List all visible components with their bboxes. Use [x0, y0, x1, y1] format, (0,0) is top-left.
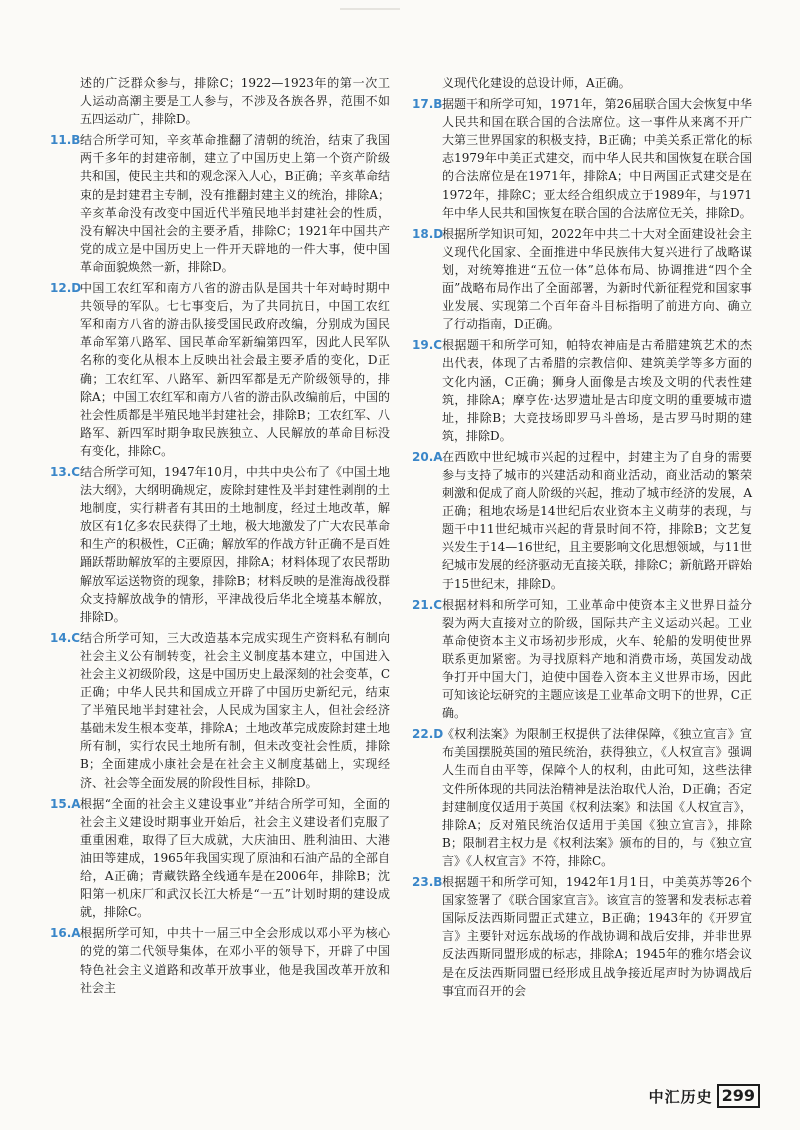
answer-number: 16.A: [50, 926, 81, 941]
answer-explanation: 《权利法案》为限制王权提供了法律保障，《独立宣言》宣布美国摆脱英国的殖民统治，获得独立，《人权宣言》强调人生而自由平等，保障个人的权利，由此可知，这些法律文件所体现的共同法治精神是法治取代人治，D正确；否定封建制度仅适用于英国《权利法案》和法国《人权宣言》，排除A；反对殖民统治仅适用于美国《独立宣言》，排除B；限制君主权力是《权利法案》颁布的目的，与《独立宣言》《人权宣言》不符，排除C。: [442, 727, 752, 868]
answer-explanation: 根据题干和所学可知，帕特农神庙是古希腊建筑艺术的杰出代表，体现了古希腊的宗教信仰、建筑美学等多方面的文化内涵，C正确；狮身人面像是古埃及文明的代表性建筑，排除A；摩亨佐·达罗遗址是古印度文明的重要城市遗址，排除B；大竞技场即罗马斗兽场，是古罗马时期的建筑，排除D。: [442, 338, 752, 443]
answer-entry: [412, 225, 752, 334]
scan-mark: [340, 8, 400, 10]
answer-entry: [412, 448, 752, 593]
footer-label: 中汇历史: [648, 1087, 713, 1106]
answer-explanation: 述的广泛群众参与，排除C；1922—1923年的第一次工人运动高潮主要是工人参与，不涉及各族各界，范围不如五四运动广，排除D。: [80, 76, 390, 127]
answer-entry: [50, 924, 390, 996]
answer-explanation: 根据“全面的社会主义建设事业”并结合所学可知，全面的社会主义建设时期事业开始后，社会主义建设者们克服了重重困难，取得了巨大成就，大庆油田、胜利油田、大港油田等建成，1965年我国实现了原油和石油产品的全部自给，A正确；青藏铁路全线通车是在2006年，排除B；沈阳第一机床厂和武汉长江大桥是“一五”计划时期的建设成就，排除C。: [80, 796, 390, 920]
answer-explanation: 根据题干和所学可知，1942年1月1日，中美英苏等26个国家签署了《联合国家宣言》。该宣言的签署和发表标志着国际反法西斯同盟正式建立，B正确；1943年的《开罗宣言》主要针对远东战场的作战协调和战后安排，并非世界反法西斯同盟形成的标志，排除A；1945年的雅尔塔会议是在反法西斯同盟已经形成且战争接近尾声时为协调战后事宜而召开的会: [442, 875, 752, 998]
answer-entry: [50, 463, 390, 626]
right-column: [412, 74, 752, 1003]
answer-explanation: 根据所学可知，中共十一届三中全会形成以邓小平为核心的党的第二代领导集体，在邓小平的领导下，开辟了中国特色社会主义道路和改革开放事业，他是我国改革开放和社会主: [80, 926, 390, 995]
answer-explanation: 据题干和所学可知，1971年，第26届联合国大会恢复中华人民共和国在联合国的合法席位。这一事件从来离不开广大第三世界国家的积极支持，B正确；中美关系正常化的标志1979年中美正式建交，而中华人民共和国恢复在联合国的合法席位是在1971年，排除A；中日两国正式建交是在1972年，排除C；亚太经合组织成立于1989年，与1971年中华人民共和国恢复在联合国的合法席位无关，排除D。: [442, 97, 752, 220]
answer-number: 17.B: [412, 97, 443, 112]
page-footer: [649, 1084, 760, 1108]
answer-number: 15.A: [50, 796, 81, 811]
answer-number: 19.C: [412, 338, 443, 353]
answer-entry: [50, 629, 390, 792]
answer-entry: [412, 725, 752, 870]
answer-number: 14.C: [50, 630, 81, 645]
answer-number: 21.C: [412, 597, 443, 612]
answer-entry: [412, 336, 752, 445]
answer-explanation: 结合所学可知，辛亥革命推翻了清朝的统治，结束了我国两千多年的封建帝制，建立了中国历史上第一个资产阶级共和国，使民主共和的观念深入人心，B正确；辛亥革命结束的是封建君主专制，没有推翻封建主义的统治，排除A；辛亥革命没有改变中国近代半殖民地半封建社会的性质，没有解决中国社会的主要矛盾，排除C；1921年中国共产党的成立是中国历史上一件开天辟地的一件大事，使中国革命面貌焕然一新，排除D。: [80, 133, 390, 274]
answer-entry: [50, 74, 390, 128]
answer-number: 18.D: [412, 226, 444, 241]
answer-explanation: 在西欧中世纪城市兴起的过程中，封建主为了自身的需要参与支持了城市的兴建活动和商业活动，商业活动的繁荣刺激和促成了商人阶级的兴起，推动了城市经济的发展，A正确；租地农场是14世纪后农业资本主义萌芽的表现，与题干中11世纪城市兴起的背景时间不符，排除B；文艺复兴发生于14—16世纪，且主要影响文化思想领域，与11世纪城市发展的经济驱动无直接关联，排除C；新航路开辟始于15世纪末，排除D。: [442, 449, 752, 591]
answer-entry: [50, 279, 390, 460]
answer-number: 20.A: [412, 449, 443, 464]
answer-entry: [412, 596, 752, 723]
answer-number: 22.D: [412, 727, 444, 742]
left-column: [50, 74, 390, 1000]
answer-entry: [50, 131, 390, 276]
answer-explanation: 义现代化建设的总设计师，A正确。: [442, 76, 631, 90]
page-number: 299: [717, 1084, 760, 1108]
answer-entry: [412, 95, 752, 222]
answer-number: 12.D: [50, 281, 82, 296]
answer-entry: [412, 873, 752, 1000]
answer-explanation: 结合所学可知，1947年10月，中共中央公布了《中国土地法大纲》，大纲明确规定，废除封建性及半封建性剥削的土地制度，实行耕者有其田的土地制度，经过土地改革，解放区有1亿多农民获得了土地，极大地激发了广大农民革命和生产的积极性，C正确；解放军的作战方针正确不是百姓踊跃帮助解放军的主要原因，排除A；材料体现了农民帮助解放军运送物资的现象，排除B；材料反映的是淮海战役群众支持解放战争的情形，平津战役后华北全境基本解放，排除D。: [80, 464, 390, 624]
answer-entry: [412, 74, 752, 92]
answer-explanation: 结合所学可知，三大改造基本完成实现生产资料私有制向社会主义公有制转变，社会主义制度基本建立，中国进入社会主义初级阶段，这是中国历史上最深刻的社会变革，C正确；中华人民共和国成立开辟了中国历史新纪元，结束了半殖民地半封建社会，人民成为国家主人，但社会经济基础未发生根本变革，排除A；土地改革完成废除封建土地所有制，实行农民土地所有制，但未改变社会性质，排除B；全面建成小康社会是在社会主义制度基础上，实现经济、社会等全面发展的阶段性目标，排除D。: [80, 630, 390, 790]
answer-number: 23.B: [412, 875, 443, 890]
answer-number: 13.C: [50, 464, 81, 479]
answer-explanation: 中国工农红军和南方八省的游击队是国共十年对峙时期中共领导的军队。七七事变后，为了共同抗日，中国工农红军和南方八省的游击队接受国民政府改编，分别成为国民革命军第八路军、国民革命军新编第四军，因此人民军队名称的变化从根本上反映出社会最主要矛盾的变化，D正确；工农红军、八路军、新四军都是无产阶级领导的，排除A；中国工农红军和南方八省的游击队改编前后，中国的社会性质都是半殖民地半封建社会，排除B；工农红军、八路军、新四军时期争取民族独立、人民解放的革命目标没有变化，排除C。: [80, 281, 390, 458]
answer-number: 11.B: [50, 133, 81, 148]
answer-entry: [50, 795, 390, 922]
answer-explanation: 根据材料和所学可知，工业革命中使资本主义世界日益分裂为两大直接对立的阶级，国际共产主义运动兴起。工业革命使资本主义市场初步形成，火车、轮船的发明使世界联系更加紧密。为寻找原料产地和消费市场，英国发动战争打开中国大门，迫使中国卷入资本主义世界市场，因此可知该论坛研究的主题应该是工业革命文明下的世界，C正确。: [442, 597, 752, 721]
answer-explanation: 根据所学知识可知，2022年中共二十大对全面建设社会主义现代化国家、全面推进中华民族伟大复兴进行了战略谋划，对统筹推进“五位一体”总体布局、协调推进“四个全面”战略布局作出了全面部署，为新时代新征程党和国家事业发展、实现第二个百年奋斗目标指明了前进方向、确立了行动指南，D正确。: [442, 226, 752, 332]
